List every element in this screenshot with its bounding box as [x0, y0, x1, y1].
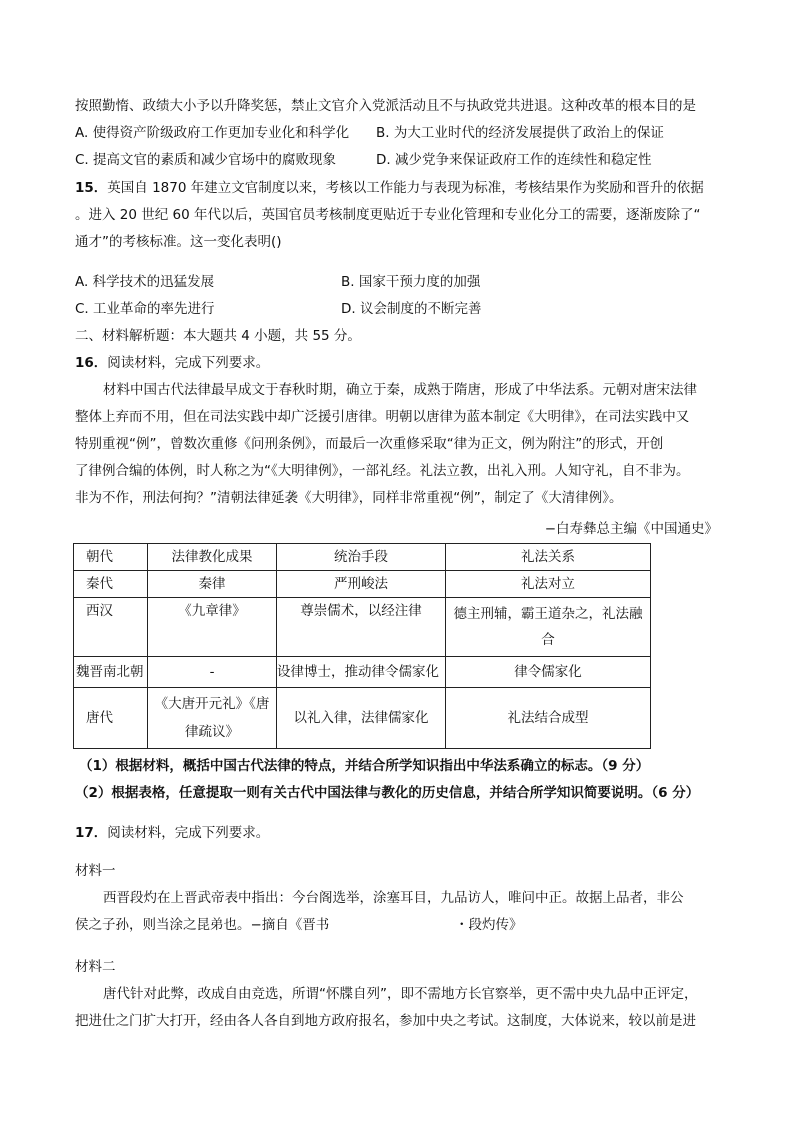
q17-material-1-line: 侯之子孙，则当涂之昆弟也。−摘自《晋书: [75, 917, 330, 933]
q14-option-a: A. 使得资产阶级政府工作更加专业化和科学化: [75, 125, 350, 141]
q16-number: 16．: [75, 355, 108, 371]
q14-option-c: C. 提高文官的素质和减少官场中的腐败现象: [75, 152, 337, 168]
q15-option-b: B. 国家干预力度的加强: [341, 274, 481, 290]
q15-number: 15．: [75, 180, 108, 196]
q16-prompt-text: 阅读材料，完成下列要求。: [107, 355, 270, 371]
q16-source: −白寿彝总主编《中国通史》: [544, 521, 718, 537]
table-cell: 礼法结合成型: [446, 688, 651, 749]
q15-option-d: D. 议会制度的不断完善: [341, 301, 482, 317]
q16-material-line: 特别重视“例”，曾数次重修《问刑条例》，而最后一次重修采取“律为正文，例为附注”的形式，开创: [75, 436, 664, 452]
table-cell: 以礼入律，法律儒家化: [277, 688, 446, 749]
table-row: [74, 598, 651, 657]
q17-prompt-text: 阅读材料，完成下列要求。: [107, 825, 270, 841]
q15-stem-line3: 通才”的考核标准。这一变化表明(): [75, 234, 282, 250]
q16-subquestion-2: （2）根据表格，任意提取一则有关古代中国法律与教化的历史信息，并结合所学知识简要说明。（6 分）: [75, 785, 700, 801]
q16-material-line: 非为不作，刑法何拘？”清朝法律延袭《大明律》，同样非常重视“例”，制定了《大清律例》。: [75, 490, 623, 506]
table-cell: 尊崇儒术，以经注律: [277, 598, 446, 657]
table-row: [74, 688, 651, 749]
table-header-row: [74, 544, 651, 571]
table-cell: 礼法对立: [446, 571, 651, 598]
q14-option-b: B. 为大工业时代的经济发展提供了政治上的保证: [376, 125, 664, 141]
table-row: [74, 571, 651, 598]
q17-prompt: [75, 824, 269, 842]
q15-stem-line1: [75, 179, 704, 197]
table-cell: 律令儒家化: [446, 657, 651, 688]
table-cell: 《大唐开元礼》《唐律疏议》: [148, 688, 277, 749]
q16-material-line: 了律例合编的体例，时人称之为“《大明律例》，一部礼经。礼法立教，出礼入刑。人知守礼，自不非为。: [75, 463, 690, 479]
q17-material-2-line: 唐代针对此弊，改成自由竞选，所谓“怀牒自列”，即不需地方长官察举，更不需中央九品中正评定，: [103, 986, 698, 1002]
q17-material-2-label: 材料二: [75, 959, 116, 975]
table-header-cell: 统治手段: [277, 544, 446, 571]
table-cell: 唐代: [74, 688, 148, 749]
table-cell: 秦律: [148, 571, 277, 598]
table-cell: 秦代: [74, 571, 148, 598]
q15-option-a: A. 科学技术的迅猛发展: [75, 274, 215, 290]
table-header-cell: 法律教化成果: [148, 544, 277, 571]
q15-stem-line2: 。进入 20 世纪 60 年代以后，英国官员考核制度更贴近于专业化管理和专业化分工的需要，逐渐废除了“: [75, 207, 701, 223]
table-cell: 德主刑辅，霸王道杂之，礼法融合: [446, 598, 651, 657]
q17-number: 17．: [75, 825, 108, 841]
q17-material-1-source-tail: ・段灼传》: [455, 917, 523, 933]
table-cell: 《九章律》: [148, 598, 277, 657]
table-cell: 魏晋南北朝: [74, 657, 148, 688]
table-cell: -: [148, 657, 277, 688]
table-cell: 设律博士，推动律令儒家化: [277, 657, 446, 688]
q17-material-2-line: 把进仕之门扩大打开，经由各人各自到地方政府报名，参加中央之考试。这制度，大体说来，较以前是进: [75, 1013, 696, 1029]
q14-stem-tail: 按照勤惰、政绩大小予以升降奖惩，禁止文官介入党派活动且不与执政党共进退。这种改革的根本目的是: [75, 98, 696, 114]
law-table: [73, 543, 651, 749]
q16-material-line: 材料中国古代法律最早成文于春秋时期，确立于秦，成熟于隋唐，形成了中华法系。元朝对唐宋法律: [103, 382, 697, 398]
q17-material-1-line: 西晋段灼在上晋武帝表中指出：今台阁选举，涂塞耳目，九品访人，唯问中正。故据上品者，非公: [103, 890, 684, 906]
q16-subquestion-1: （1）根据材料，概括中国古代法律的特点，并结合所学知识指出中华法系确立的标志。（9 分）: [79, 758, 650, 774]
table-cell: 严刑峻法: [277, 571, 446, 598]
q15-option-c: C. 工业革命的率先进行: [75, 301, 215, 317]
q15-text-1: 英国自 1870 年建立文官制度以来，考核以工作能力与表现为标准，考核结果作为奖励和晋升的依据: [107, 180, 704, 196]
q17-material-1-label: 材料一: [75, 863, 116, 879]
section-heading: 二、材料解析题：本大题共 4 小题，共 55 分。: [75, 328, 361, 344]
table-header-cell: 朝代: [74, 544, 148, 571]
table-header-cell: 礼法关系: [446, 544, 651, 571]
q16-material-line: 整体上弃而不用，但在司法实践中却广泛援引唐律。明朝以唐律为蓝本制定《大明律》，在司法实践中又: [75, 409, 690, 425]
q14-option-d: D. 减少党争来保证政府工作的连续性和稳定性: [376, 152, 652, 168]
q16-prompt: [75, 354, 269, 372]
table-row: [74, 657, 651, 688]
table-cell: 西汉: [74, 598, 148, 657]
